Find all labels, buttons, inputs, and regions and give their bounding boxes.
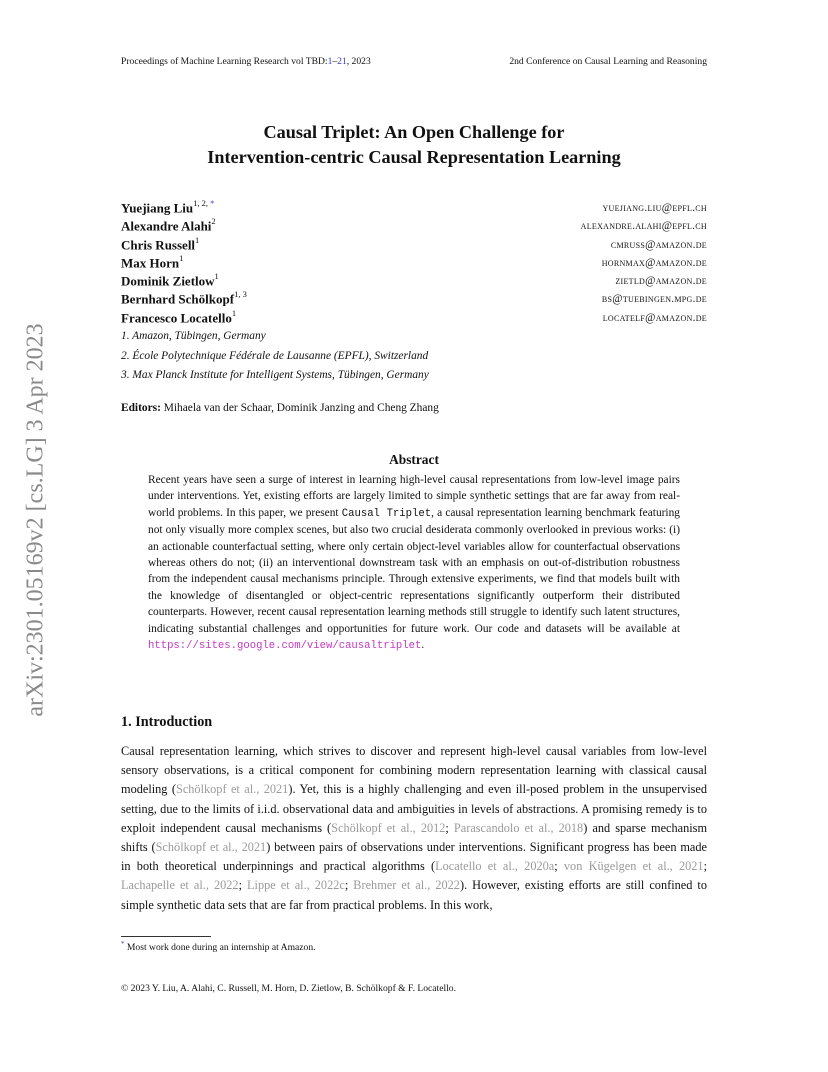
author-row <box>121 199 707 217</box>
section-heading-introduction: 1. Introduction <box>121 714 213 730</box>
author-affil-marker: 1 <box>214 271 219 282</box>
author-email[interactable]: alexandre.alahi@epfl.ch <box>580 220 707 233</box>
citation-link[interactable]: Brehmer et al., 2022 <box>353 878 460 893</box>
author-email[interactable]: cmruss@amazon.de <box>610 238 707 251</box>
citation-link[interactable]: Locatello et al., 2020a <box>435 859 555 874</box>
author-row <box>121 272 707 290</box>
citation-link[interactable]: Schölkopf et al., 2021 <box>175 782 289 797</box>
author-name: Dominik Zietlow <box>121 273 215 289</box>
project-url-link[interactable]: https://sites.google.com/view/causaltriplet <box>148 640 422 653</box>
page-link-end[interactable]: 21 <box>337 56 347 67</box>
author-affil-marker: 1, 2, * <box>193 198 215 208</box>
author-row <box>121 254 707 272</box>
author-email[interactable]: yuejiang.liu@epfl.ch <box>602 202 707 214</box>
running-header-left: Proceedings of Machine Learning Research vol TBD:1–21, 2023 <box>121 56 371 67</box>
author-affil-marker: 1 <box>195 234 200 245</box>
author-email[interactable]: locatelf@amazon.de <box>602 311 707 324</box>
author-affil-marker: 1 <box>179 252 184 263</box>
footnote-link[interactable]: * <box>210 198 215 208</box>
abstract-body: Recent years have seen a surge of interest in learning high-level causal representations from low-level image pairs under interventions. Yet, existing efforts are largely limited to simple synthetic settings that are far away from real-world problems. In this paper, we present Causal Triplet, a causal representation learning benchmark featuring not only visually more complex scenes, but also two crucial desiderata commonly overlooked in previous works: (i) an actionable counterfactual setting, where only certain object-level variables allow for counterfactual observations whereas others do not; (ii) an interventional downstream task with an emphasis on out-of-distribution robustness from the independent causal mechanisms principle. Through extensive experiments, we find that models built with the knowledge of disentangled or object-centric representations significantly outperform their distributed counterparts. However, recent causal representation learning methods still struggle to identify such latent structures, indicating substantial challenges and opportunities for future work. Our code and datasets will be available at https://sites.google.com/view/causaltriplet. <box>148 474 680 653</box>
author-email[interactable]: bs@tuebingen.mpg.de <box>601 293 707 306</box>
page-link-start[interactable]: 1 <box>327 56 333 67</box>
citation-link[interactable]: von Kügelgen et al., 2021 <box>563 859 704 874</box>
paper-title: Causal Triplet: An Open Challenge for Intervention-centric Causal Representation Learning <box>207 122 621 167</box>
arxiv-sidebar-stamp: arXiv:2301.05169v2 [cs.LG] 3 Apr 2023 <box>22 323 49 717</box>
footnote-rule <box>121 936 211 937</box>
editors-line <box>121 402 439 414</box>
citation-link[interactable]: Schölkopf et al., 2012 <box>331 820 446 835</box>
footnote: * Most work done during an internship at Amazon. <box>121 940 316 954</box>
affiliation: 3. Max Planck Institute for Intelligent Systems, Tübingen, Germany <box>121 369 429 382</box>
author-name: Francesco Locatello <box>121 310 232 326</box>
author-affil-marker: 1, 3 <box>234 289 247 300</box>
author-block <box>121 199 707 386</box>
author-row <box>121 309 707 327</box>
author-row <box>121 236 707 254</box>
copyright-line: © 2023 Y. Liu, A. Alahi, C. Russell, M. Horn, D. Zietlow, B. Schölkopf & F. Locatello. <box>121 983 457 994</box>
citation-link[interactable]: Schölkopf et al., 2021 <box>155 840 267 855</box>
citation-link[interactable]: Lippe et al., 2022c <box>247 878 345 893</box>
running-header-right: 2nd Conference on Causal Learning and Reasoning <box>509 56 707 67</box>
author-affil-marker: 2 <box>211 216 216 227</box>
citation-link[interactable]: Lachapelle et al., 2022 <box>121 878 239 893</box>
abstract-heading: Abstract <box>389 452 439 467</box>
author-name: Chris Russell <box>121 236 196 252</box>
editors-names: Mihaela van der Schaar, Dominik Janzing and Cheng Zhang <box>160 402 439 414</box>
affiliation: 1. Amazon, Tübingen, Germany <box>121 330 266 343</box>
author-name: Bernhard Schölkopf <box>121 291 235 307</box>
editors-label: Editors: <box>121 402 161 414</box>
affiliation: 2. École Polytechnique Fédérale de Lausanne (EPFL), Switzerland <box>121 349 429 362</box>
author-name: Alexandre Alahi <box>121 218 212 234</box>
footnote-mark: * <box>121 940 125 948</box>
author-name: Yuejiang Liu <box>121 200 194 216</box>
author-row <box>121 217 707 235</box>
citation-link[interactable]: Parascandolo et al., 2018 <box>453 820 584 835</box>
author-row <box>121 290 707 308</box>
author-name: Max Horn <box>121 255 180 271</box>
author-email[interactable]: hornmax@amazon.de <box>601 256 707 269</box>
author-email[interactable]: zietld@amazon.de <box>615 275 707 288</box>
benchmark-name-code: Causal Triplet <box>341 507 432 520</box>
author-affil-marker: 1 <box>231 307 237 318</box>
introduction-paragraph: Causal representation learning, which strives to discover and represent high-level causal variables from low-level sensory observations, is a critical component for combining modern representation learning with classical causal modeling (Schölkopf et al., 2021). Yet, this is a highly challenging and even ill-posed problem in the unsupervised setting, due to the limits of i.i.d. observational data and ambiguities in levels of abstractions. A promising remedy is to exploit independent causal mechanisms (Schölkopf et al., 2012; Parascandolo et al., 2018) and sparse mechanism shifts (Schölkopf et al., 2021) between pairs of observations under interventions. Significant progress has been made in both theoretical underpinnings and practical algorithms (Locatello et al., 2020a; von Kügelgen et al., 2021; Lachapelle et al., 2022; Lippe et al., 2022c; Brehmer et al., 2022). However, existing efforts are still confined to simple synthetic data sets that are far from practical problems. In this work, <box>121 744 708 912</box>
